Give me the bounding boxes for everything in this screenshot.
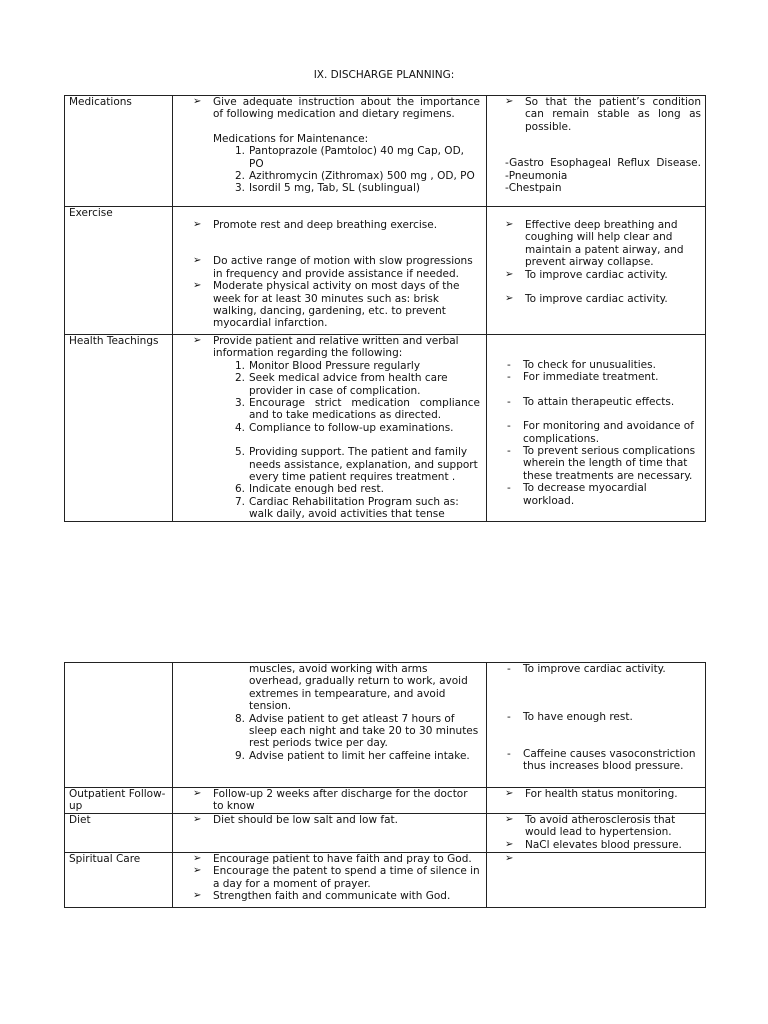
exercise-rationale-1: ➢ Effective deep breathing and coughing will help clear and maintain a patent airway, and prevent airway collapse. [505, 219, 701, 269]
outpatient-plan-cell [173, 788, 487, 814]
medications-rationale-cell [487, 96, 706, 207]
condition-gerd: -Gastro Esophageal Reflux Disease. [505, 157, 701, 170]
health-rationale-6: - To decrease myocardial workload. [505, 482, 701, 507]
health-item-2: 2. Seek medical advice from health care provider in case of complication. [234, 372, 448, 397]
health-item-3: 3. Encourage strict medication compliance and to take medications as directed. [234, 397, 480, 422]
health-intro: ➢ Provide patient and relative written and verbal information regarding the following: [193, 335, 480, 360]
med-item-2: 2. Azithromycin (Zithromax) 500 mg , OD, PO [234, 170, 475, 183]
continuation-row [65, 663, 706, 788]
health-teachings-row [65, 335, 706, 522]
health-item-9: 9. Advise patient to limit her caffeine intake. [234, 749, 470, 762]
spiritual-row [65, 853, 706, 908]
page-title: IX. DISCHARGE PLANNING: [313, 69, 455, 81]
exercise-rationale-2: ➢ To improve cardiac activity. [505, 269, 701, 281]
health-rationale-1: - To check for unusualities. [505, 359, 701, 371]
medications-rationale: ➢ So that the patient’s condition can remain stable as long as possible. [505, 96, 701, 133]
exercise-row [65, 207, 706, 335]
health-plan-cell [173, 335, 487, 522]
med-item-1: 1. Pantoprazole (Pamtoloc) 40 mg Cap, OD, PO [234, 145, 464, 170]
category-medications: Medications [65, 96, 173, 207]
diet-rationale-2: ➢ NaCl elevates blood pressure. [505, 839, 701, 851]
health-rationale-2: - For immediate treatment. [505, 371, 701, 383]
outpatient-rationale-cell [487, 788, 706, 814]
medications-plan-cell [173, 96, 487, 207]
medications-row [65, 96, 706, 207]
health-item-5: 5. Providing support. The patient and family needs assistance, explanation, and support every time patient requires treatment . [234, 446, 478, 484]
health-item-8: 8. Advise patient to get atleast 7 hours of sleep each night and take 20 to 30 minutes rest periods twice per day. [234, 712, 479, 750]
continuation-rationale-2: - To have enough rest. [505, 711, 701, 723]
condition-pneumonia: -Pneumonia [505, 169, 568, 182]
discharge-plan-table-2 [64, 662, 706, 908]
health-item-7: 7. Cardiac Rehabilitation Program such as: walk daily, avoid activities that tense [234, 495, 459, 521]
health-item-4: 4. Compliance to follow-up examinations. [234, 421, 454, 434]
outpatient-rationale: ➢ For health status monitoring. [505, 788, 701, 800]
health-item-6: 6. Indicate enough bed rest. [234, 483, 384, 496]
medications-instruction: ➢ Give adequate instruction about the importance of following medication and dietary regimens. [193, 96, 480, 121]
category-exercise: Exercise [65, 207, 173, 335]
continuation-plan-cell [173, 663, 487, 788]
spiritual-rationale-empty [505, 853, 701, 865]
category-outpatient: Outpatient Follow-up [65, 788, 173, 814]
health-item-7-continued: muscles, avoid working with arms overhead, gradually return to work, avoid extremes in tempearature, and avoid tension. [249, 663, 468, 713]
outpatient-item: ➢ Follow-up 2 weeks after discharge for the doctor to know [193, 788, 480, 813]
diet-rationale-cell [487, 814, 706, 853]
exercise-item-2: ➢ Do active range of motion with slow progressions in frequency and provide assistance if needed. [193, 255, 480, 280]
exercise-item-3: ➢ Moderate physical activity on most days of the week for at least 30 minutes such as: brisk walking, dancing, gardening, etc. to prevent myocardial infarction. [193, 280, 480, 330]
exercise-plan-cell [173, 207, 487, 335]
health-rationale-4: - For monitoring and avoidance of complications. [505, 420, 701, 445]
diet-plan-cell [173, 814, 487, 853]
category-spiritual: Spiritual Care [65, 853, 173, 908]
category-diet: Diet [65, 814, 173, 853]
continuation-rationale-1: - To improve cardiac activity. [505, 663, 701, 675]
exercise-rationale-cell [487, 207, 706, 335]
condition-chestpain: -Chestpain [505, 182, 562, 195]
med-item-3: 3. Isordil 5 mg, Tab, SL (sublingual) [234, 182, 420, 195]
spiritual-item-2: ➢ Encourage the patent to spend a time of silence in a day for a moment of prayer. [193, 865, 480, 890]
health-item-1: 1. Monitor Blood Pressure regularly [234, 359, 421, 372]
health-rationale-3: - To attain therapeutic effects. [505, 396, 701, 408]
continuation-rationale-3: - Caffeine causes vasoconstriction thus increases blood pressure. [505, 748, 701, 773]
health-rationale-5: - To prevent serious complications wherein the length of time that these treatments are necessary. [505, 445, 701, 482]
maintenance-heading: Medications for Maintenance: [213, 132, 369, 145]
continuation-rationale-cell [487, 663, 706, 788]
diet-row [65, 814, 706, 853]
discharge-plan-table-1 [64, 95, 706, 522]
exercise-item-1: ➢ Promote rest and deep breathing exercise. [193, 219, 480, 231]
diet-rationale-1: ➢ To avoid atherosclerosis that would lead to hypertension. [505, 814, 701, 839]
category-health-teachings: Health Teachings [65, 335, 173, 522]
diet-item: ➢ Diet should be low salt and low fat. [193, 814, 480, 826]
exercise-rationale-3: ➢ To improve cardiac activity. [505, 293, 701, 305]
spiritual-item-3: ➢ Strengthen faith and communicate with God. [193, 890, 480, 902]
spiritual-item-1: ➢ Encourage patient to have faith and pray to God. [193, 853, 480, 865]
health-rationale-cell [487, 335, 706, 522]
outpatient-row [65, 788, 706, 814]
category-empty [65, 663, 173, 788]
spiritual-rationale-cell [487, 853, 706, 908]
spiritual-plan-cell [173, 853, 487, 908]
